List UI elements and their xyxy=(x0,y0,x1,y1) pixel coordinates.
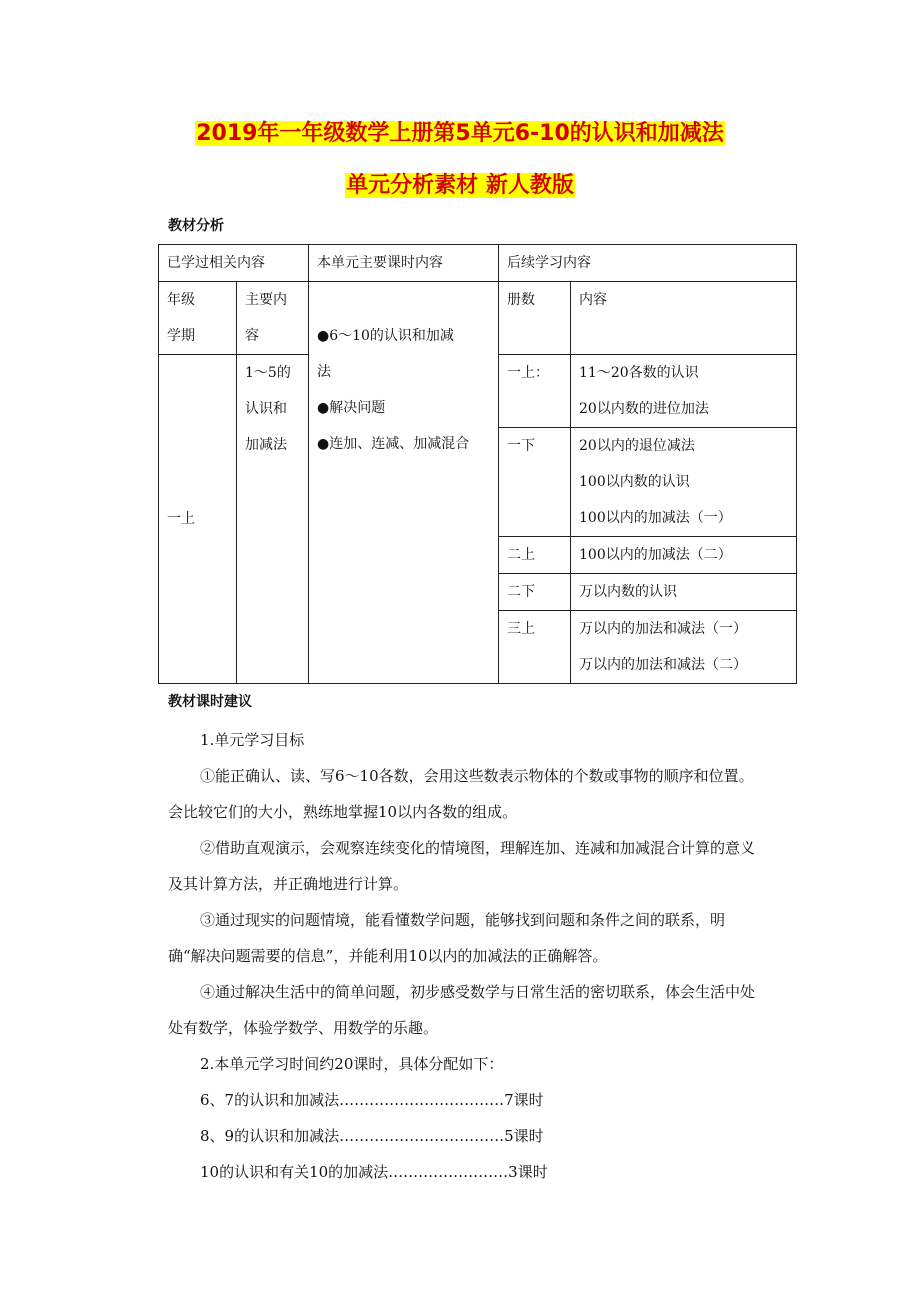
header-main: 本单元主要课时内容 xyxy=(309,245,499,282)
subheader-volume: 册数 xyxy=(499,282,571,355)
schedule-item: 8、9的认识和加减法……………………………5课时 xyxy=(200,1127,544,1145)
followup-volume: 一下 xyxy=(499,428,571,537)
followup-content: 11～20各数的认识 20以内数的进位加法 xyxy=(571,355,797,428)
goal-paragraph: ①能正确认、读、写6～10各数，会用这些数表示物体的个数或事物的顺序和位置。会比较它们的大小，熟练地掌握10以内各数的组成。 xyxy=(168,767,754,821)
goal-paragraph: ④通过解决生活中的简单问题，初步感受数学与日常生活的密切联系，体会生活中处处有数学，体验学数学、用数学的乐趣。 xyxy=(168,983,756,1037)
subheader-content: 主要内 容 xyxy=(237,282,309,355)
subheader-followup-content: 内容 xyxy=(571,282,797,355)
header-learned: 已学过相关内容 xyxy=(159,245,309,282)
followup-volume: 三上 xyxy=(499,611,571,684)
header-followup: 后续学习内容 xyxy=(499,245,797,282)
schedule-item: 10的认识和有关10的加减法……………………3课时 xyxy=(200,1163,548,1181)
followup-volume: 二下 xyxy=(499,574,571,611)
document-title-line1: 2019年一年级数学上册第5单元6-10的认识和加减法 xyxy=(196,121,724,146)
schedule-item: 6、7的认识和加减法……………………………7课时 xyxy=(200,1091,544,1109)
table-subheader-row xyxy=(159,282,797,355)
goal-title: 1.单元学习目标 xyxy=(200,731,305,749)
analysis-table xyxy=(158,244,797,684)
time-title: 2.本单元学习时间约20课时，具体分配如下： xyxy=(200,1055,504,1073)
main-item: 法 xyxy=(317,364,331,380)
table-header-row xyxy=(159,245,797,282)
followup-volume: 一上： xyxy=(499,355,571,428)
goal-paragraph: ②借助直观演示，会观察连续变化的情境图，理解连加、连减和加减混合计算的意义及其计算方法，并正确地进行计算。 xyxy=(168,839,756,893)
goal-paragraph: ③通过现实的问题情境，能看懂数学问题，能够找到问题和条件之间的联系，明确“解决问题需要的信息”，并能利用10以内的加减法的正确解答。 xyxy=(168,911,726,965)
followup-content: 万以内数的认识 xyxy=(571,574,797,611)
followup-volume: 二上 xyxy=(499,537,571,574)
learned-content: 1～5的 认识和 加减法 xyxy=(237,355,309,684)
main-item: ●连加、连减、加减混合 xyxy=(317,436,470,452)
subheader-grade: 年级 学期 xyxy=(159,282,237,355)
section-heading-schedule: 教材课时建议 xyxy=(168,694,252,710)
main-item: ●解决问题 xyxy=(317,400,386,416)
document-title-line2: 单元分析素材 新人教版 xyxy=(346,173,574,198)
section-heading-analysis: 教材分析 xyxy=(168,218,224,234)
learned-grade: 一上 xyxy=(159,355,237,684)
followup-content: 100以内的加减法（二） xyxy=(571,537,797,574)
main-content-cell xyxy=(309,282,499,684)
followup-content: 万以内的加法和减法（一） 万以内的加法和减法（二） xyxy=(571,611,797,684)
followup-content: 20以内的退位减法 100以内数的认识 100以内的加减法（一） xyxy=(571,428,797,537)
main-item: ●6～10的认识和加减 xyxy=(317,328,454,344)
